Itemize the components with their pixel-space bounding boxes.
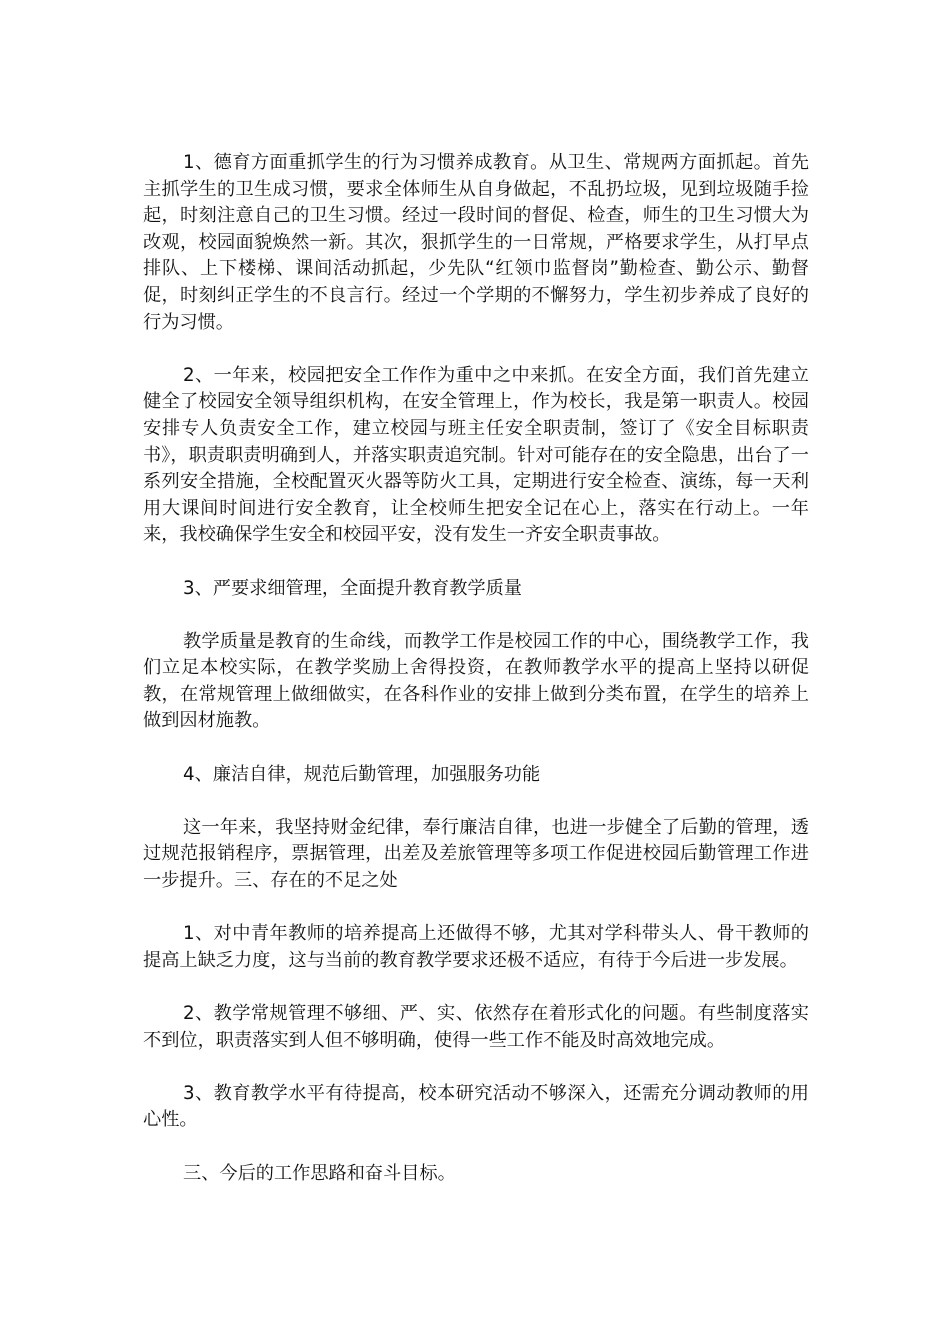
heading-teaching-quality: 3、严要求细管理，全面提升教育教学质量 [183, 577, 522, 599]
paragraph-shortcoming-2: 2、教学常规管理不够细、严、实、依然存在着形式化的问题。有些制度落实不到位，职责落实到人但不够明确，使得一些工作不能及时高效地完成。 [143, 1003, 809, 1051]
paragraph-logistics: 这一年来，我坚持财金纪律，奉行廉洁自律，也进一步健全了后勤的管理，透过规范报销程序，票据管理，出差及差旅管理等多项工作促进校园后勤管理工作进一步提升。三、存在的不足之处 [143, 816, 809, 892]
paragraph-teaching-quality: 教学质量是教育的生命线，而教学工作是校园工作的中心，围绕教学工作，我们立足本校实际，在教学奖励上舍得投资，在教师教学水平的提高上坚持以研促教，在常规管理上做细做实，在各科作业的安排上做到分类布置，在学生的培养上做到因材施教。 [143, 630, 809, 732]
paragraph-safety-work: 2、一年来，校园把安全工作作为重中之中来抓。在安全方面，我们首先建立健全了校园安全领导组织机构，在安全管理上，作为校长，我是第一职责人。校园安排专人负责安全工作，建立校园与班主任安全职责制，签订了《安全目标职责书》，职责职责明确到人，并落实职责追究制。针对可能存在的安全隐患，出台了一系列安全措施，全校配置灭火器等防火工具，定期进行安全检查、演练，每一天利用大课间时间进行安全教育，让全校师生把安全记在心上，落实在行动上。一年来，我校确保学生安全和校园平安，没有发生一齐安全职责事故。 [143, 364, 809, 546]
heading-logistics: 4、廉洁自律，规范后勤管理，加强服务功能 [183, 763, 541, 785]
document-body [143, 150, 809, 1214]
heading-future-goals: 三、今后的工作思路和奋斗目标。 [183, 1162, 456, 1184]
paragraph-moral-education: 1、德育方面重抓学生的行为习惯养成教育。从卫生、常规两方面抓起。首先主抓学生的卫生成习惯，要求全体师生从自身做起，不乱扔垃圾，见到垃圾随手捡起，时刻注意自己的卫生习惯。经过一段时间的督促、检查，师生的卫生习惯大为改观，校园面貌焕然一新。其次，狠抓学生的一日常规，严格要求学生，从打早点排队、上下楼梯、课间活动抓起，少先队“红领巾监督岗”勤检查、勤公示、勤督促，时刻纠正学生的不良言行。经过一个学期的不懈努力，学生初步养成了良好的行为习惯。 [143, 152, 809, 333]
paragraph-shortcoming-3: 3、教育教学水平有待提高，校本研究活动不够深入，还需充分调动教师的用心性。 [143, 1082, 809, 1131]
paragraph-shortcoming-1: 1、对中青年教师的培养提高上还做得不够，尤其对学科带头人、骨干教师的提高上缺乏力度，这与当前的教育教学要求还极不适应，有待于今后进一步发展。 [143, 923, 809, 971]
